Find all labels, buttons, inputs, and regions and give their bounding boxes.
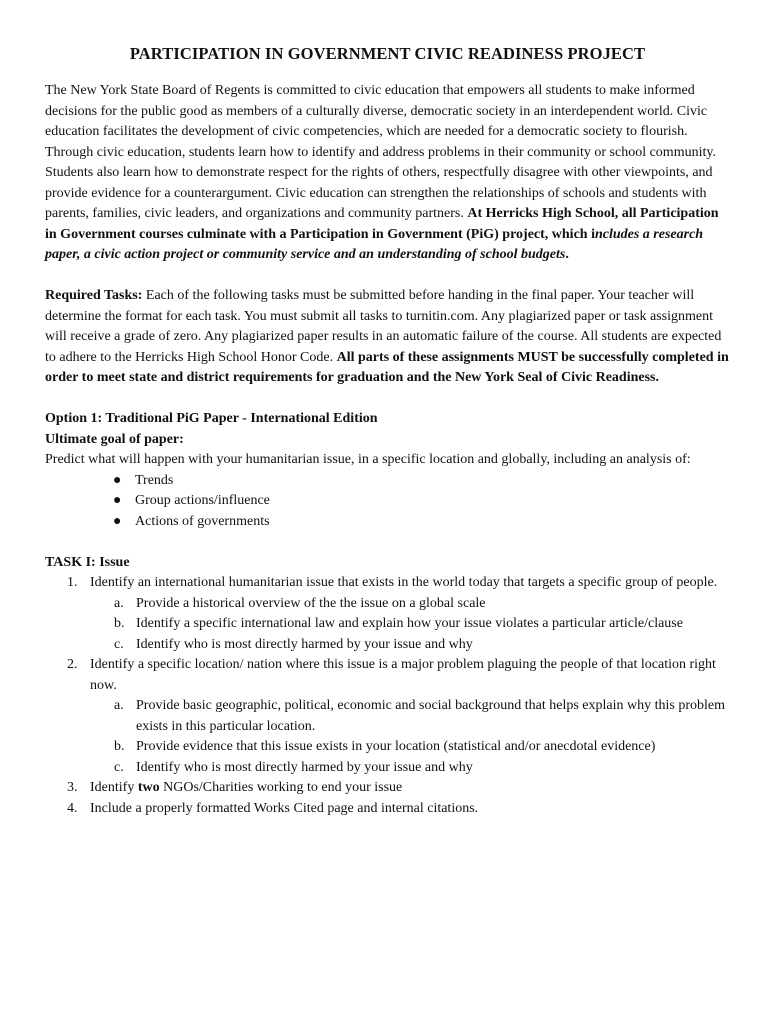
bullet-icon: ●: [113, 472, 122, 488]
goal-heading: Ultimate goal of paper:: [45, 431, 184, 447]
bullet-icon: ●: [113, 493, 122, 508]
intro-bold-italic-text: ncludes a research paper, a civic action project or community service and an understanding of school budgets: [45, 226, 704, 262]
intro-paragraph: [45, 81, 730, 266]
task-item-1: 1. Identify an international humanitarian issue that exists in the world today that targets a specific group of people. a. Provide a historical overview of the the issue on a global scale b. Identify a specific international law and explain how your issue violates a particular article/clause c. Identify who is most directly harmed by your issue and why: [45, 573, 730, 655]
sub-item: c. Identify who is most directly harmed by your issue and why: [114, 759, 473, 775]
intro-end: .: [565, 247, 569, 262]
task-sublist: [90, 594, 730, 656]
required-tasks-paragraph: [45, 286, 730, 389]
list-item: ● Actions of governments: [113, 512, 730, 533]
list-item: ● Group actions/influence: [113, 491, 730, 512]
document-title: PARTICIPATION IN GOVERNMENT CIVIC READINESS PROJECT: [129, 44, 646, 63]
required-tasks-bold: All parts of these assignments MUST be successfully completed in order to meet state and district requirements for graduation and the New York Seal of Civic Readiness.: [45, 349, 729, 385]
intro-text: The New York State Board of Regents is committed to civic education that empowers all students to make informed decisions for the public good as members of a culturally diverse, democratic society in an interdependent world. Civic education facilitates the development of civic competencies, which are needed for a democratic society to flourish. Through civic education, students learn how to identify and address problems in their community or school community. Students also learn how to demonstrate respect for the rights of others, respectfully disagree with other viewpoints, and provide evidence for a counterargument. Civic education can strengthen the relationships of schools and students with parents, families, civic leaders, and organizations and community partners.: [45, 83, 716, 221]
sub-item: c. Identify who is most directly harmed by your issue and why: [114, 636, 473, 652]
intro-bold-text: At Herricks High School, all Participation in Government courses culminate with a Participation in Government (PiG) project, which i: [45, 206, 719, 242]
task-item-text: Identify an international humanitarian issue that exists in the world today that targets a specific group of people.: [90, 575, 718, 590]
goal-text: Predict what will happen with your humanitarian issue, in a specific location and globally, including an analysis of:: [45, 452, 691, 467]
list-item: ● Trends: [113, 471, 730, 492]
sub-item: a. Provide a historical overview of the the issue on a global scale: [114, 595, 486, 611]
sub-item: a. Provide basic geographic, political, economic and social background that helps explain why this problem exists in this particular location.: [114, 698, 726, 734]
sub-item: b. Identify a specific international law and explain how your issue violates a particular article/clause: [114, 616, 683, 631]
task-item-2: 2. Identify a specific location/ nation where this issue is a major problem plaguing the people of that location right now. a. Provide basic geographic, political, economic and social background that helps explain why this problem exists in this particular location. b. Provide evidence that this issue exists in your location (statistical and/or anecdotal evidence) c. Identify who is most directly harmed by your issue and why: [45, 655, 730, 778]
analysis-list: [45, 471, 730, 533]
task-item-4: 4. Include a properly formatted Works Cited page and internal citations.: [67, 800, 479, 816]
task-item-text: Include a properly formatted Works Cited page and internal citations.: [90, 800, 479, 816]
required-tasks-text: Each of the following tasks must be submitted before handing in the final paper. Your teacher will determine the format for each task. You must submit all tasks to turnitin.com. Any plagiarized paper or task assignment will receive a grade of zero. Any plagiarized paper results in an automatic failure of the course. All students are expected to adhere to the Herricks High School Honor Code.: [45, 288, 722, 365]
task1-heading: TASK I: Issue: [45, 554, 130, 570]
bullet-icon: ●: [113, 513, 122, 529]
document-page: [45, 44, 730, 819]
option1-heading: Option 1: Traditional PiG Paper - International Edition: [45, 411, 378, 426]
task1-list: [45, 573, 730, 819]
sub-item: b. Provide evidence that this issue exists in your location (statistical and/or anecdotal evidence): [114, 739, 656, 754]
required-tasks-label: Required Tasks:: [45, 288, 143, 303]
task-item-text: Identify a specific location/ nation where this issue is a major problem plaguing the people of that location right now.: [90, 657, 716, 693]
task-sublist: [90, 696, 730, 778]
task-item-3: 3. Identify two NGOs/Charities working to end your issue: [67, 780, 403, 795]
